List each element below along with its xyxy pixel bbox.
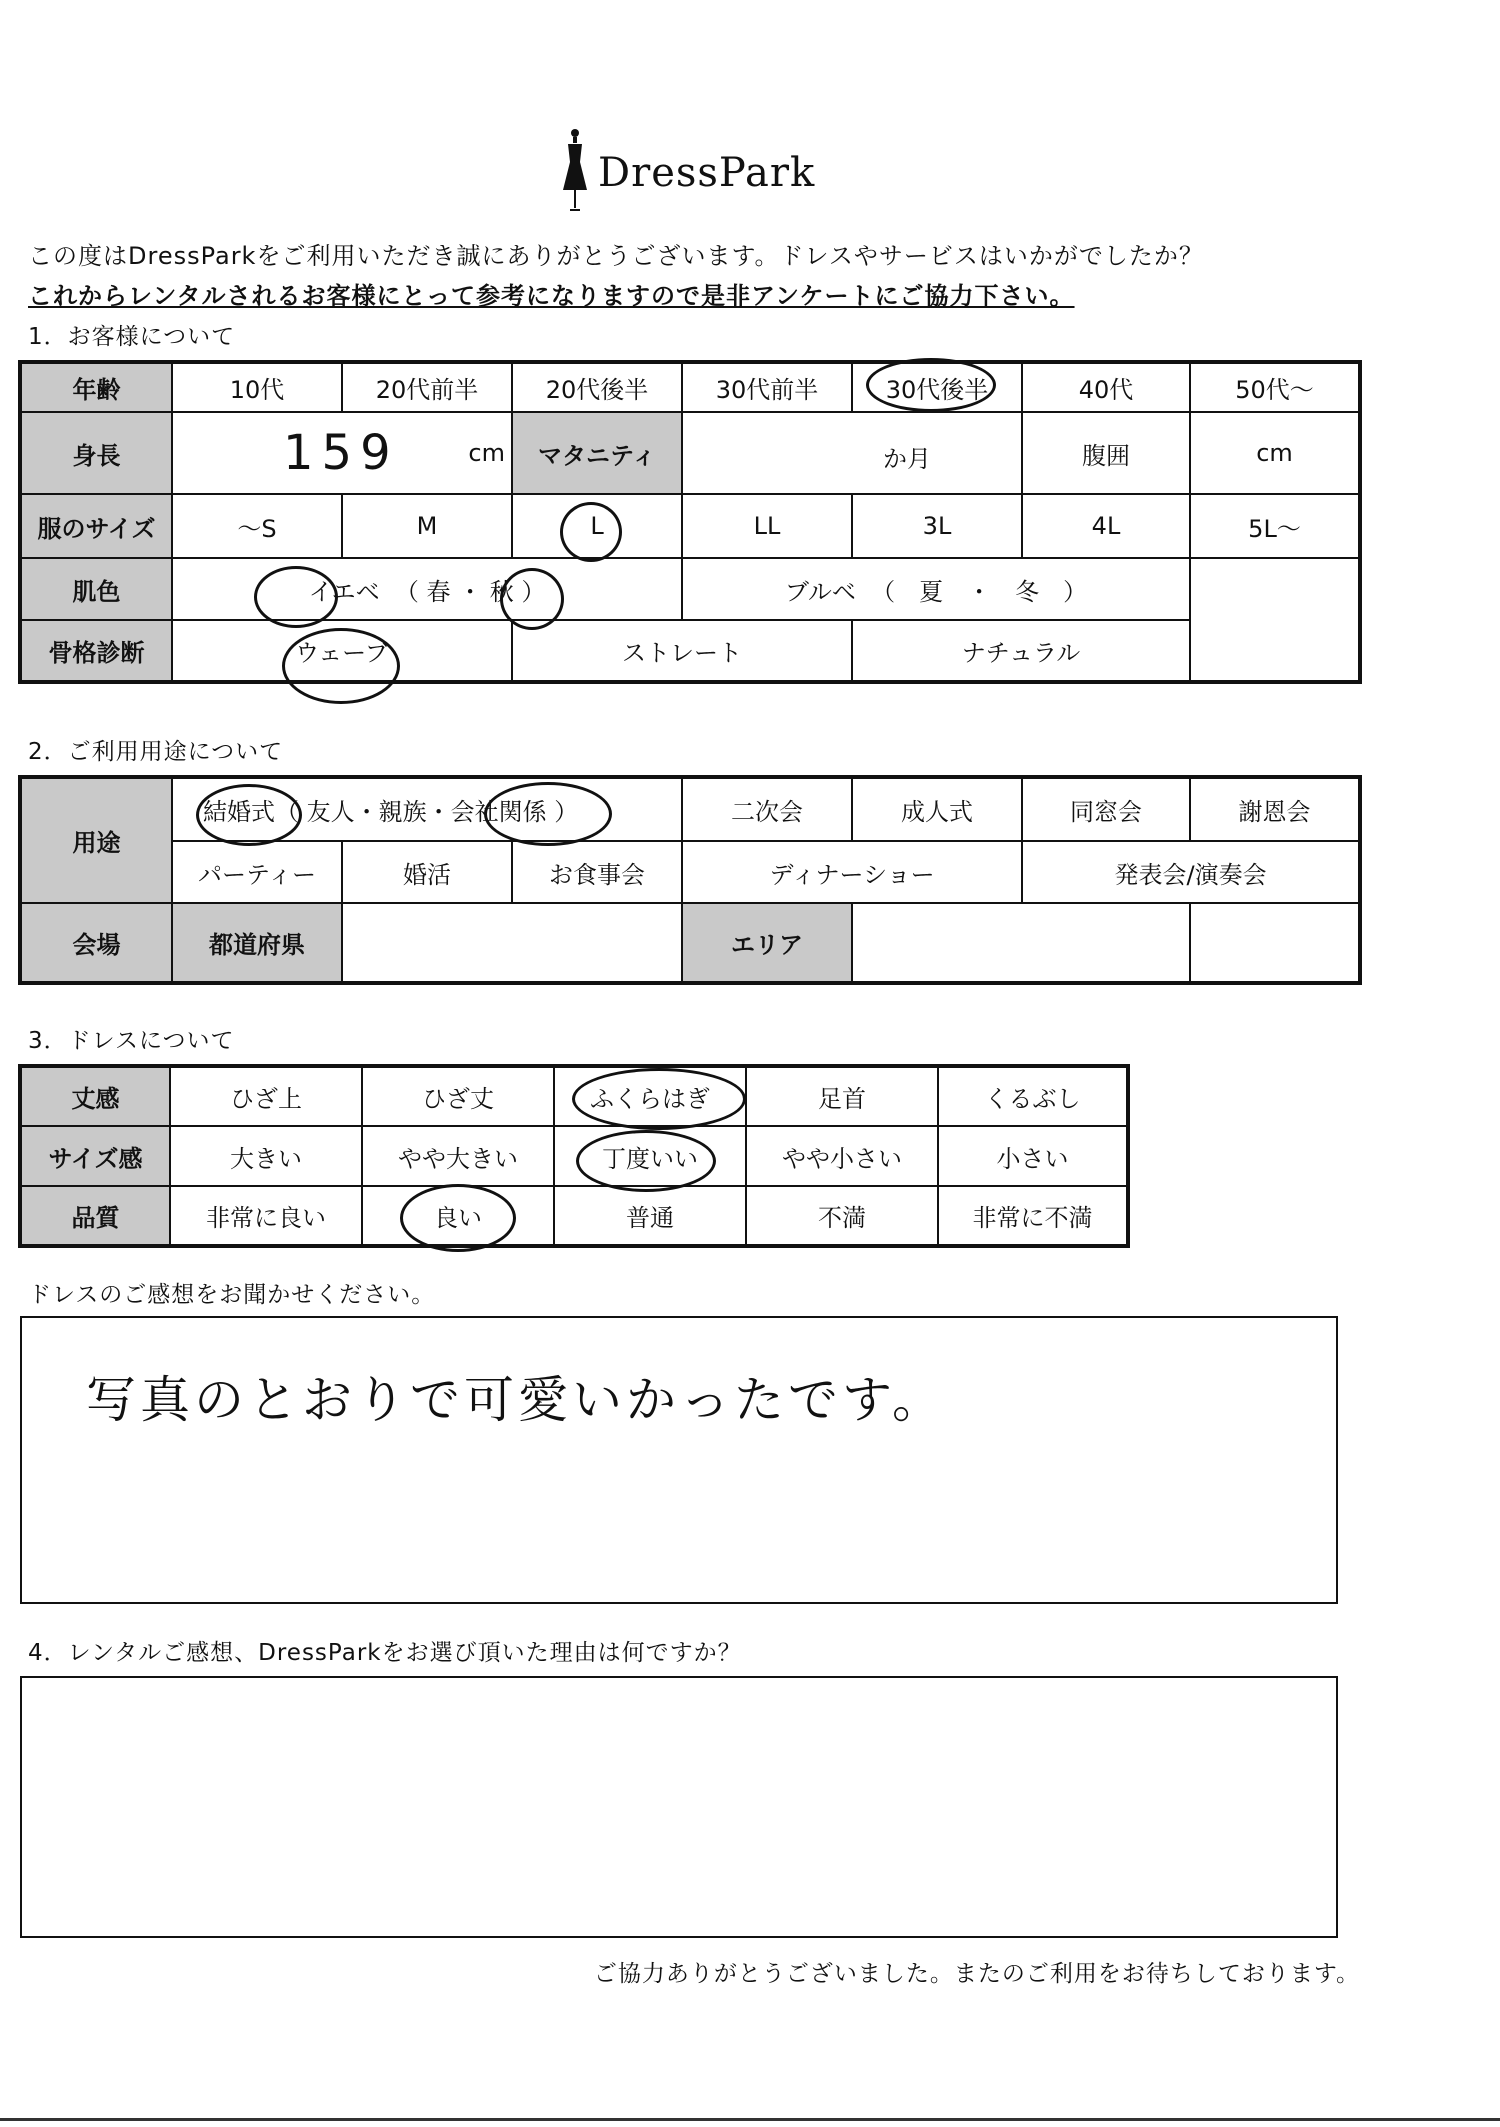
selection-circle: [484, 782, 612, 846]
wedding-detail-close: ）: [546, 798, 579, 826]
brand-name: DressPark: [598, 150, 816, 196]
fit-option-selected[interactable]: 丁度いい: [554, 1126, 746, 1186]
fit-option[interactable]: やや大きい: [362, 1126, 554, 1186]
selection-circle: [576, 1130, 716, 1192]
selection-circle: [254, 566, 338, 628]
selection-circle: [866, 358, 996, 412]
quality-option[interactable]: 非常に良い: [170, 1186, 362, 1246]
skin-label: 肌色: [20, 558, 172, 620]
intro-request: これからレンタルされるお客様にとって参考になりますので是非アンケートにご協力下さい。: [28, 282, 1075, 310]
blue-base: ブルベ: [784, 577, 856, 606]
yellow-base: イエベ: [308, 577, 380, 606]
size-option[interactable]: 5L～: [1190, 494, 1360, 558]
thank-you-text: ご協力ありがとうございました。またのご利用をお待ちしております。: [593, 1961, 1360, 1987]
company: 会社関係: [450, 798, 547, 826]
scan-edge: [0, 2118, 1500, 2121]
purpose-option[interactable]: 二次会: [682, 777, 852, 841]
size-option-selected[interactable]: L: [512, 494, 682, 558]
fit-option[interactable]: 大きい: [170, 1126, 362, 1186]
fit-option[interactable]: 小さい: [938, 1126, 1128, 1186]
empty-cell: [1190, 620, 1360, 682]
waist-unit: cm: [1256, 439, 1293, 467]
length-label: 丈感: [20, 1066, 170, 1126]
fit-label: サイズ感: [20, 1126, 170, 1186]
waist-label: 腹囲: [1022, 412, 1190, 494]
age-option[interactable]: 20代後半: [512, 362, 682, 412]
size-option[interactable]: 3L: [852, 494, 1022, 558]
length-option-selected[interactable]: ふくらはぎ: [554, 1066, 746, 1126]
length-option[interactable]: くるぶし: [938, 1066, 1128, 1126]
empty-cell: [1190, 903, 1360, 983]
purpose-option[interactable]: 婚活: [342, 841, 512, 903]
age-option[interactable]: 20代前半: [342, 362, 512, 412]
blue-seasons: （ 夏 ・ 冬 ）: [871, 577, 1088, 606]
section2-title: 2．ご利用用途について: [28, 739, 284, 765]
length-option[interactable]: 足首: [746, 1066, 938, 1126]
age-option[interactable]: 30代前半: [682, 362, 852, 412]
dot: ・: [458, 577, 483, 606]
quality-label: 品質: [20, 1186, 170, 1246]
section1-title: 1．お客様について: [28, 324, 236, 350]
size-option[interactable]: M: [342, 494, 512, 558]
reason-box[interactable]: [20, 1676, 1338, 1938]
paren-close: ）: [521, 577, 546, 606]
fit-option[interactable]: やや小さい: [746, 1126, 938, 1186]
purpose-option[interactable]: ディナーショー: [682, 841, 1022, 903]
selection-circle: [572, 1068, 746, 1130]
purpose-option[interactable]: お食事会: [512, 841, 682, 903]
height-value: 159: [283, 425, 399, 481]
wedding: 結婚式: [203, 798, 275, 826]
wedding-detail: （ 友人・親族・: [275, 798, 451, 826]
prefecture-field[interactable]: [342, 903, 682, 983]
purpose-option[interactable]: 成人式: [852, 777, 1022, 841]
age-label: 年齢: [20, 362, 172, 412]
comment-prompt: ドレスのご感想をお聞かせください。: [28, 1282, 436, 1308]
purpose-label: 用途: [20, 777, 172, 903]
intro-text: この度はDressParkをご利用いただき誠にありがとうございます。ドレスやサービスはいかがでしたか？: [28, 242, 1204, 270]
maternity-field[interactable]: [682, 412, 1022, 494]
selection-circle: [500, 568, 564, 630]
customer-table: [18, 360, 1362, 684]
empty-cell: [1190, 558, 1360, 620]
frame-option[interactable]: ナチュラル: [852, 620, 1190, 682]
height-label: 身長: [20, 412, 172, 494]
prefecture-label: 都道府県: [172, 903, 342, 983]
comment-text: 写真のとおりで可愛いかったです。: [86, 1371, 946, 1429]
height-unit: cm: [468, 439, 505, 467]
paren-open: （: [394, 577, 419, 606]
area-field[interactable]: [852, 903, 1190, 983]
size-option[interactable]: ～S: [172, 494, 342, 558]
comment-box[interactable]: [20, 1316, 1338, 1604]
purpose-option[interactable]: 同窓会: [1022, 777, 1190, 841]
area-label: エリア: [682, 903, 852, 983]
quality-option-selected[interactable]: 良い: [362, 1186, 554, 1246]
age-option[interactable]: 10代: [172, 362, 342, 412]
section4-title: 4．レンタルご感想、DressParkをお選び頂いた理由は何ですか？: [28, 1640, 742, 1666]
size-option[interactable]: 4L: [1022, 494, 1190, 558]
frame-option-selected[interactable]: ウェーブ: [172, 620, 512, 682]
months-unit: か月: [883, 445, 931, 473]
blue-base-option[interactable]: [682, 558, 1190, 620]
spring: 春: [426, 577, 451, 606]
selection-circle: [196, 784, 302, 846]
frame-label: 骨格診断: [20, 620, 172, 682]
length-option[interactable]: ひざ上: [170, 1066, 362, 1126]
size-option[interactable]: LL: [682, 494, 852, 558]
purpose-option[interactable]: 謝恩会: [1190, 777, 1360, 841]
frame-option[interactable]: ストレート: [512, 620, 852, 682]
length-option[interactable]: ひざ丈: [362, 1066, 554, 1126]
quality-option[interactable]: 非常に不満: [938, 1186, 1128, 1246]
waist-field[interactable]: [1190, 412, 1360, 494]
quality-option[interactable]: 普通: [554, 1186, 746, 1246]
section3-title: 3．ドレスについて: [28, 1028, 235, 1054]
selection-circle: [560, 502, 622, 562]
age-option[interactable]: 40代: [1022, 362, 1190, 412]
purpose-option[interactable]: 発表会/演奏会: [1022, 841, 1360, 903]
purpose-option[interactable]: パーティー: [172, 841, 342, 903]
height-field[interactable]: [172, 412, 512, 494]
dress-logo-icon: [560, 128, 590, 220]
quality-option[interactable]: 不満: [746, 1186, 938, 1246]
autumn: 秋: [489, 577, 514, 606]
selection-circle: [400, 1184, 516, 1252]
yellow-base-option[interactable]: [172, 558, 682, 620]
size-label: 服のサイズ: [20, 494, 172, 558]
maternity-label: マタニティ: [512, 412, 682, 494]
age-option[interactable]: 50代～: [1190, 362, 1360, 412]
venue-label: 会場: [20, 903, 172, 983]
age-option-selected[interactable]: 30代後半: [852, 362, 1022, 412]
selection-circle: [282, 628, 400, 704]
